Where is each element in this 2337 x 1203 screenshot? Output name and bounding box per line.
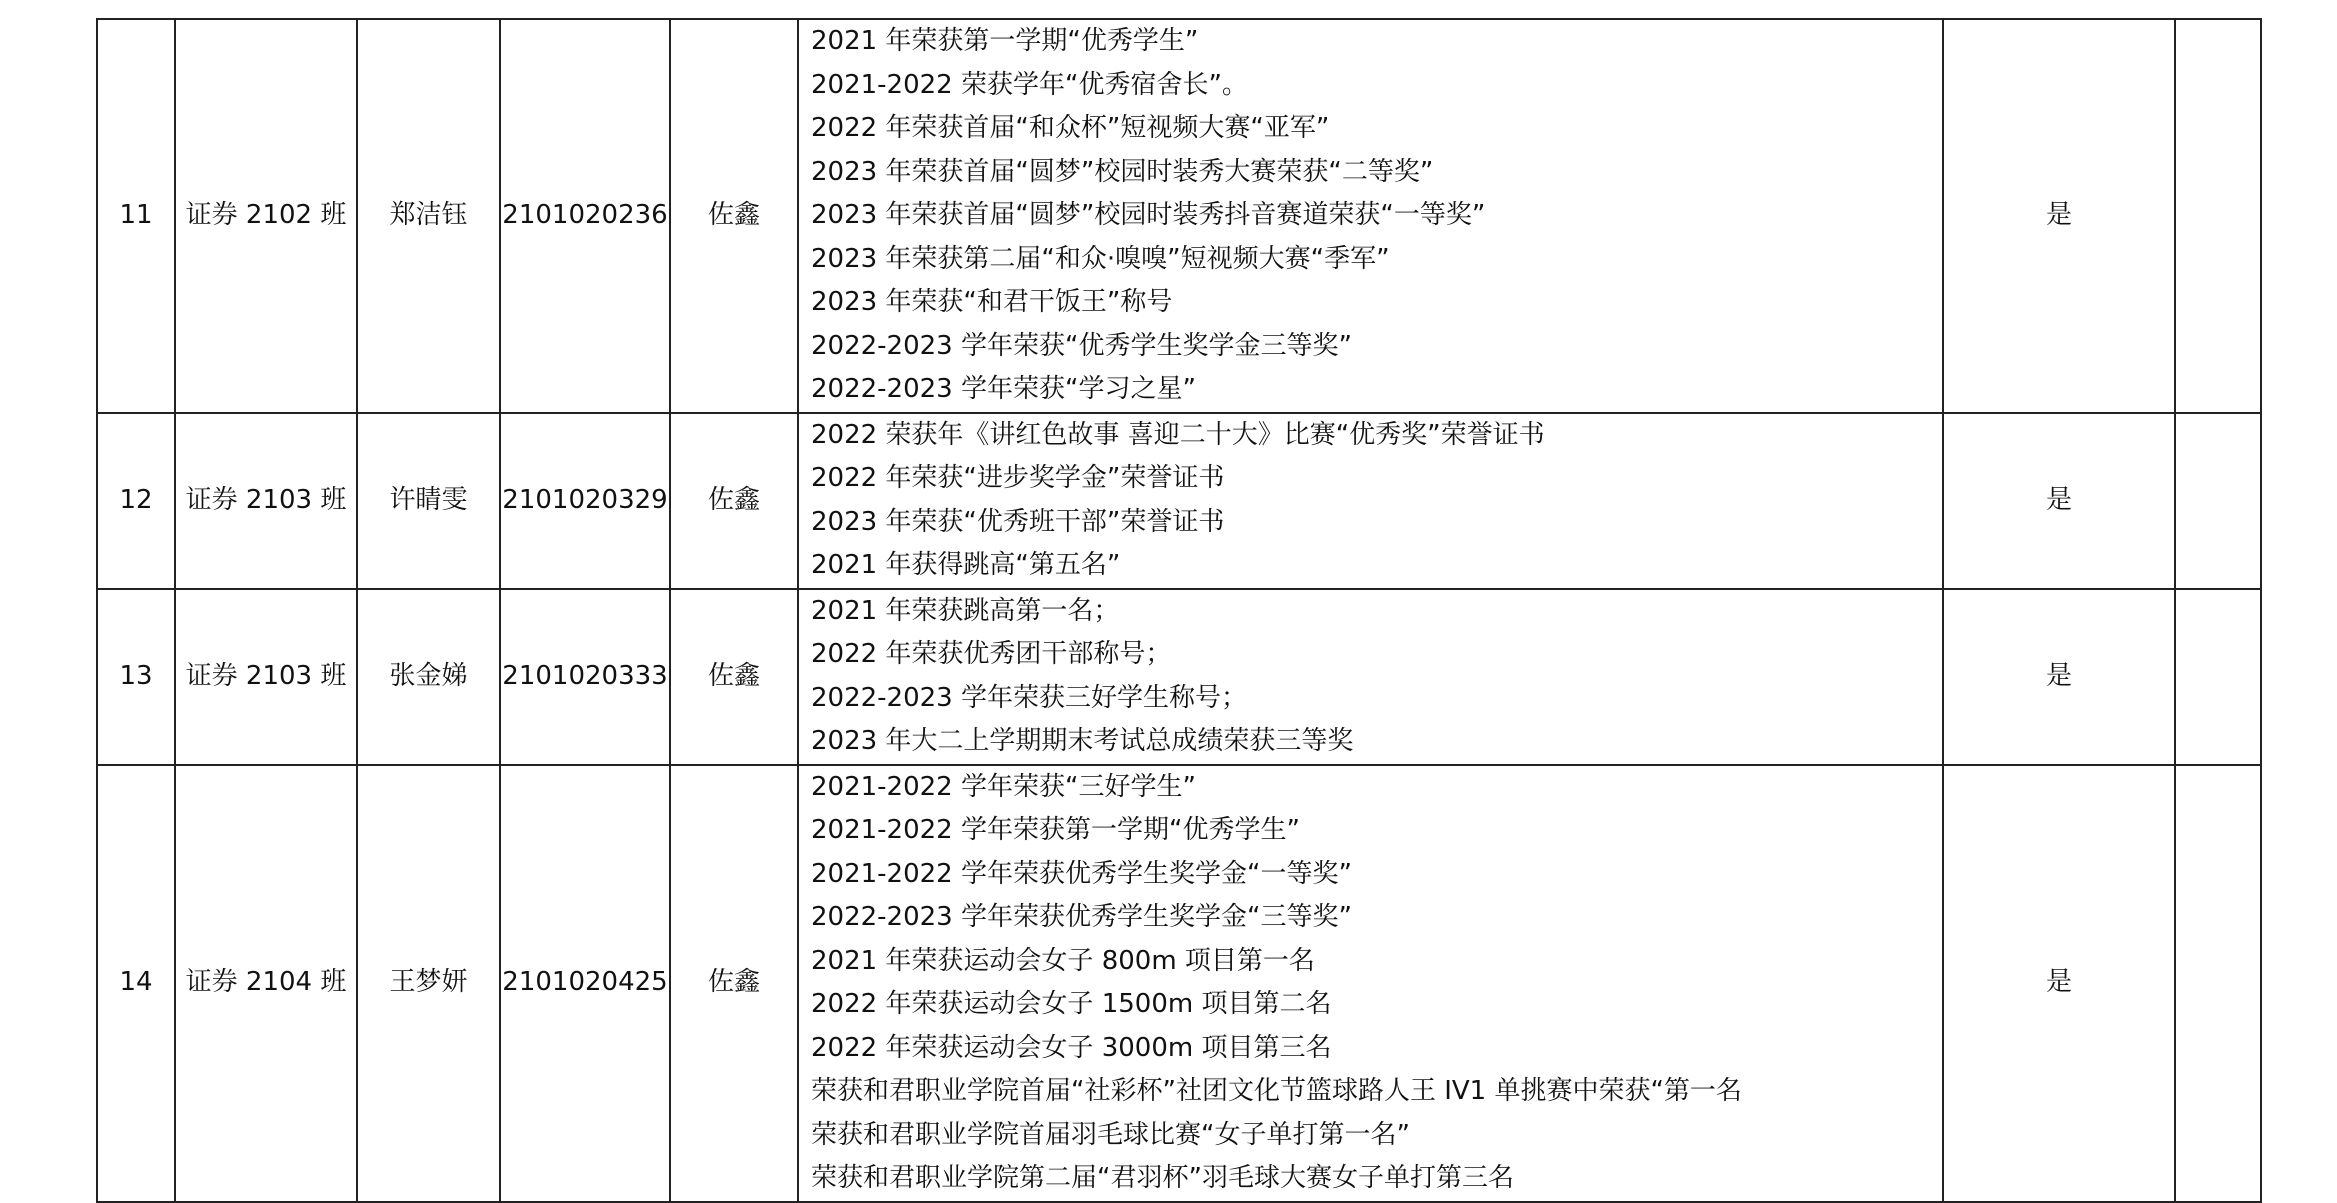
- table-row: [97, 19, 2261, 413]
- student-name-cell: 许睛雯: [357, 413, 500, 589]
- note-cell: [2175, 413, 2261, 589]
- award-line: 2023 年荣获首届“圆梦”校园时装秀大赛荣获“二等奖”: [811, 156, 1434, 187]
- award-line: 2023 年荣获“和君干饭王”称号: [811, 287, 1173, 317]
- award-line: 2023 年荣获首届“圆梦”校园时装秀抖音赛道荣获“一等奖”: [811, 200, 1486, 230]
- table-row: [97, 413, 2261, 589]
- counselor-cell: 佐鑫: [670, 413, 798, 589]
- award-line: 2021-2022 荣获学年“优秀宿舍长”。: [811, 69, 1248, 100]
- award-line: 2022-2023 学年荣获“优秀学生奖学金三等奖”: [811, 330, 1352, 361]
- award-line: 2023 年大二上学期期末考试总成绩荣获三等奖: [811, 726, 1354, 756]
- student-name-cell: 张金娣: [357, 589, 500, 765]
- row-number-cell: 13: [97, 589, 175, 765]
- counselor-cell: 佐鑫: [670, 19, 798, 413]
- row-number-cell: 12: [97, 413, 175, 589]
- awards-cell: [798, 19, 1943, 413]
- table-row: [97, 589, 2261, 765]
- award-line: 2022 荣获年《讲红色故事 喜迎二十大》比赛“优秀奖”荣誉证书: [811, 419, 1545, 450]
- recommend-cell: 是: [1943, 413, 2175, 589]
- awards-cell: [798, 765, 1943, 1202]
- award-line: 2022 年荣获首届“和众杯”短视频大赛“亚军”: [811, 113, 1330, 143]
- recommend-cell: 是: [1943, 19, 2175, 413]
- recommend-cell: 是: [1943, 589, 2175, 765]
- award-line: 2022-2023 学年荣获优秀学生奖学金“三等奖”: [811, 902, 1352, 932]
- award-line: 2022 年荣获运动会女子 1500m 项目第二名: [811, 989, 1332, 1019]
- award-line: 2023 年荣获“优秀班干部”荣誉证书: [811, 506, 1225, 537]
- award-line: 2021-2022 学年荣获第一学期“优秀学生”: [811, 815, 1300, 845]
- award-line: 2021-2022 学年荣获优秀学生奖学金“一等奖”: [811, 858, 1352, 889]
- row-number-cell: 14: [97, 765, 175, 1202]
- note-cell: [2175, 765, 2261, 1202]
- row-number-cell: 11: [97, 19, 175, 413]
- recommend-cell: 是: [1943, 765, 2175, 1202]
- awards-cell: [798, 589, 1943, 765]
- award-line: 2021-2022 学年荣获“三好学生”: [811, 771, 1196, 802]
- student-id-cell: 2101020425: [500, 765, 670, 1202]
- award-line: 2021 年荣获第一学期“优秀学生”: [811, 26, 1199, 56]
- award-line: 2021 年获得跳高“第五名”: [811, 550, 1121, 580]
- award-line: 2021 年荣获跳高第一名；: [811, 595, 1120, 626]
- note-cell: [2175, 589, 2261, 765]
- class-cell: 证券 2102 班: [175, 19, 357, 413]
- class-cell: 证券 2104 班: [175, 765, 357, 1202]
- table-row: [97, 765, 2261, 1202]
- awards-table: [96, 18, 2262, 1203]
- student-name-cell: 王梦妍: [357, 765, 500, 1202]
- student-id-cell: 2101020333: [500, 589, 670, 765]
- award-line: 2021 年荣获运动会女子 800m 项目第一名: [811, 945, 1315, 976]
- award-line: 荣获和君职业学院首届“社彩杯”社团文化节篮球路人王 IV1 单挑赛中荣获“第一名: [811, 1076, 1742, 1106]
- award-line: 2023 年荣获第二届“和众·嗅嗅”短视频大赛“季军”: [811, 243, 1390, 274]
- class-cell: 证券 2103 班: [175, 413, 357, 589]
- counselor-cell: 佐鑫: [670, 589, 798, 765]
- student-id-cell: 2101020236: [500, 19, 670, 413]
- student-name-cell: 郑洁钰: [357, 19, 500, 413]
- award-line: 2022-2023 学年荣获“学习之星”: [811, 374, 1196, 404]
- award-line: 2022 年荣获“进步奖学金”荣誉证书: [811, 463, 1225, 493]
- award-line: 2022 年荣获优秀团干部称号；: [811, 639, 1172, 669]
- award-line: 荣获和君职业学院第二届“君羽杯”羽毛球大赛女子单打第三名: [811, 1163, 1514, 1193]
- class-cell: 证券 2103 班: [175, 589, 357, 765]
- note-cell: [2175, 19, 2261, 413]
- student-id-cell: 2101020329: [500, 413, 670, 589]
- counselor-cell: 佐鑫: [670, 765, 798, 1202]
- table-body: [97, 19, 2261, 1202]
- award-line: 2022-2023 学年荣获三好学生称号；: [811, 682, 1247, 713]
- award-line: 荣获和君职业学院首届羽毛球比赛“女子单打第一名”: [811, 1119, 1410, 1150]
- award-line: 2022 年荣获运动会女子 3000m 项目第三名: [811, 1032, 1332, 1063]
- awards-cell: [798, 413, 1943, 589]
